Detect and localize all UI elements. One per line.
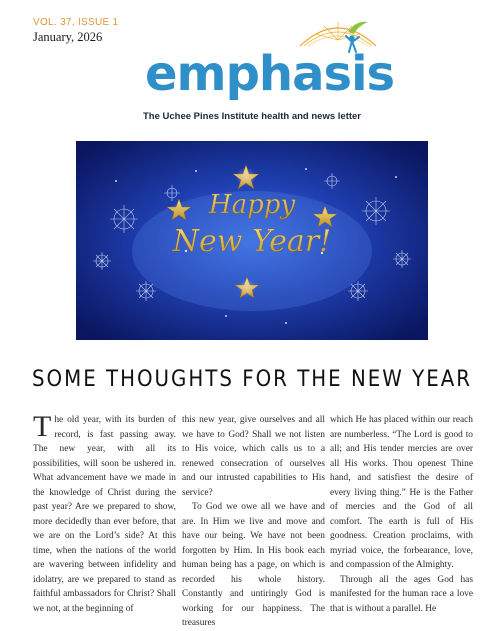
column-2-paragraph-2: To God we owe all we have and are. In Him we live and move and have our being. We have not been forgotten by Him. In His book each human being has a page, on which is recorded his whole history. Constantly and untiringly God is working for our happiness. The treasures — [182, 502, 325, 628]
new-year-banner-image — [76, 141, 428, 340]
article-headline: SOME THOUGHTS FOR THE NEW YEAR — [31, 367, 472, 392]
tagline: The Uchee Pines Institute health and news letter — [142, 111, 362, 122]
article-column-3 — [330, 413, 473, 614]
article-column-1 — [33, 410, 176, 614]
column-2-paragraph-1: this new year, give ourselves and all we have to God? Shall we not listen to His voice, which calls us to a renewed consecration of ourselves and our intrusted capabilities to His service? — [182, 415, 325, 498]
issue-label: VOL. 37, ISSUE 1 — [33, 17, 119, 28]
newsletter-brand: emphasis — [145, 46, 395, 102]
drop-cap: T — [33, 410, 52, 443]
article-column-2 — [182, 413, 325, 628]
banner-line-1: Happy — [208, 190, 296, 220]
column-3-paragraph-2: Through all the ages God has manifested for the human race a love that is without a parallel. He — [330, 574, 473, 614]
column-1-paragraph-1: he old year, with its burden of record, is fast passing away. The new year, with all its possibilities, will soon be ushered in. What advancement have we made in the knowledge of Christ during the past year? Are we prepared to show, more decidedly than ever before, that we are on the Lord’s side? At this time, when the nations of the world are wavering between infidelity and idolatry, are we prepared to stand as faithful ambassadors for Christ? Shall we not, at the beginning of — [33, 415, 176, 614]
banner-line-2: New Year! — [172, 224, 332, 259]
column-3-paragraph-1: which He has placed within our reach are numberless. “The Lord is good to all; and His tender mercies are over all His works. Thou openest Thine hand, and satisfiest the desire of every living thing.” He is the Father of mercies and the God of all comfort. The earth is full of His goodness. Creation proclaims, with myriad voice, the forbearance, love, and compassion of the Almighty. — [330, 415, 473, 570]
issue-date: January, 2026 — [33, 30, 103, 44]
